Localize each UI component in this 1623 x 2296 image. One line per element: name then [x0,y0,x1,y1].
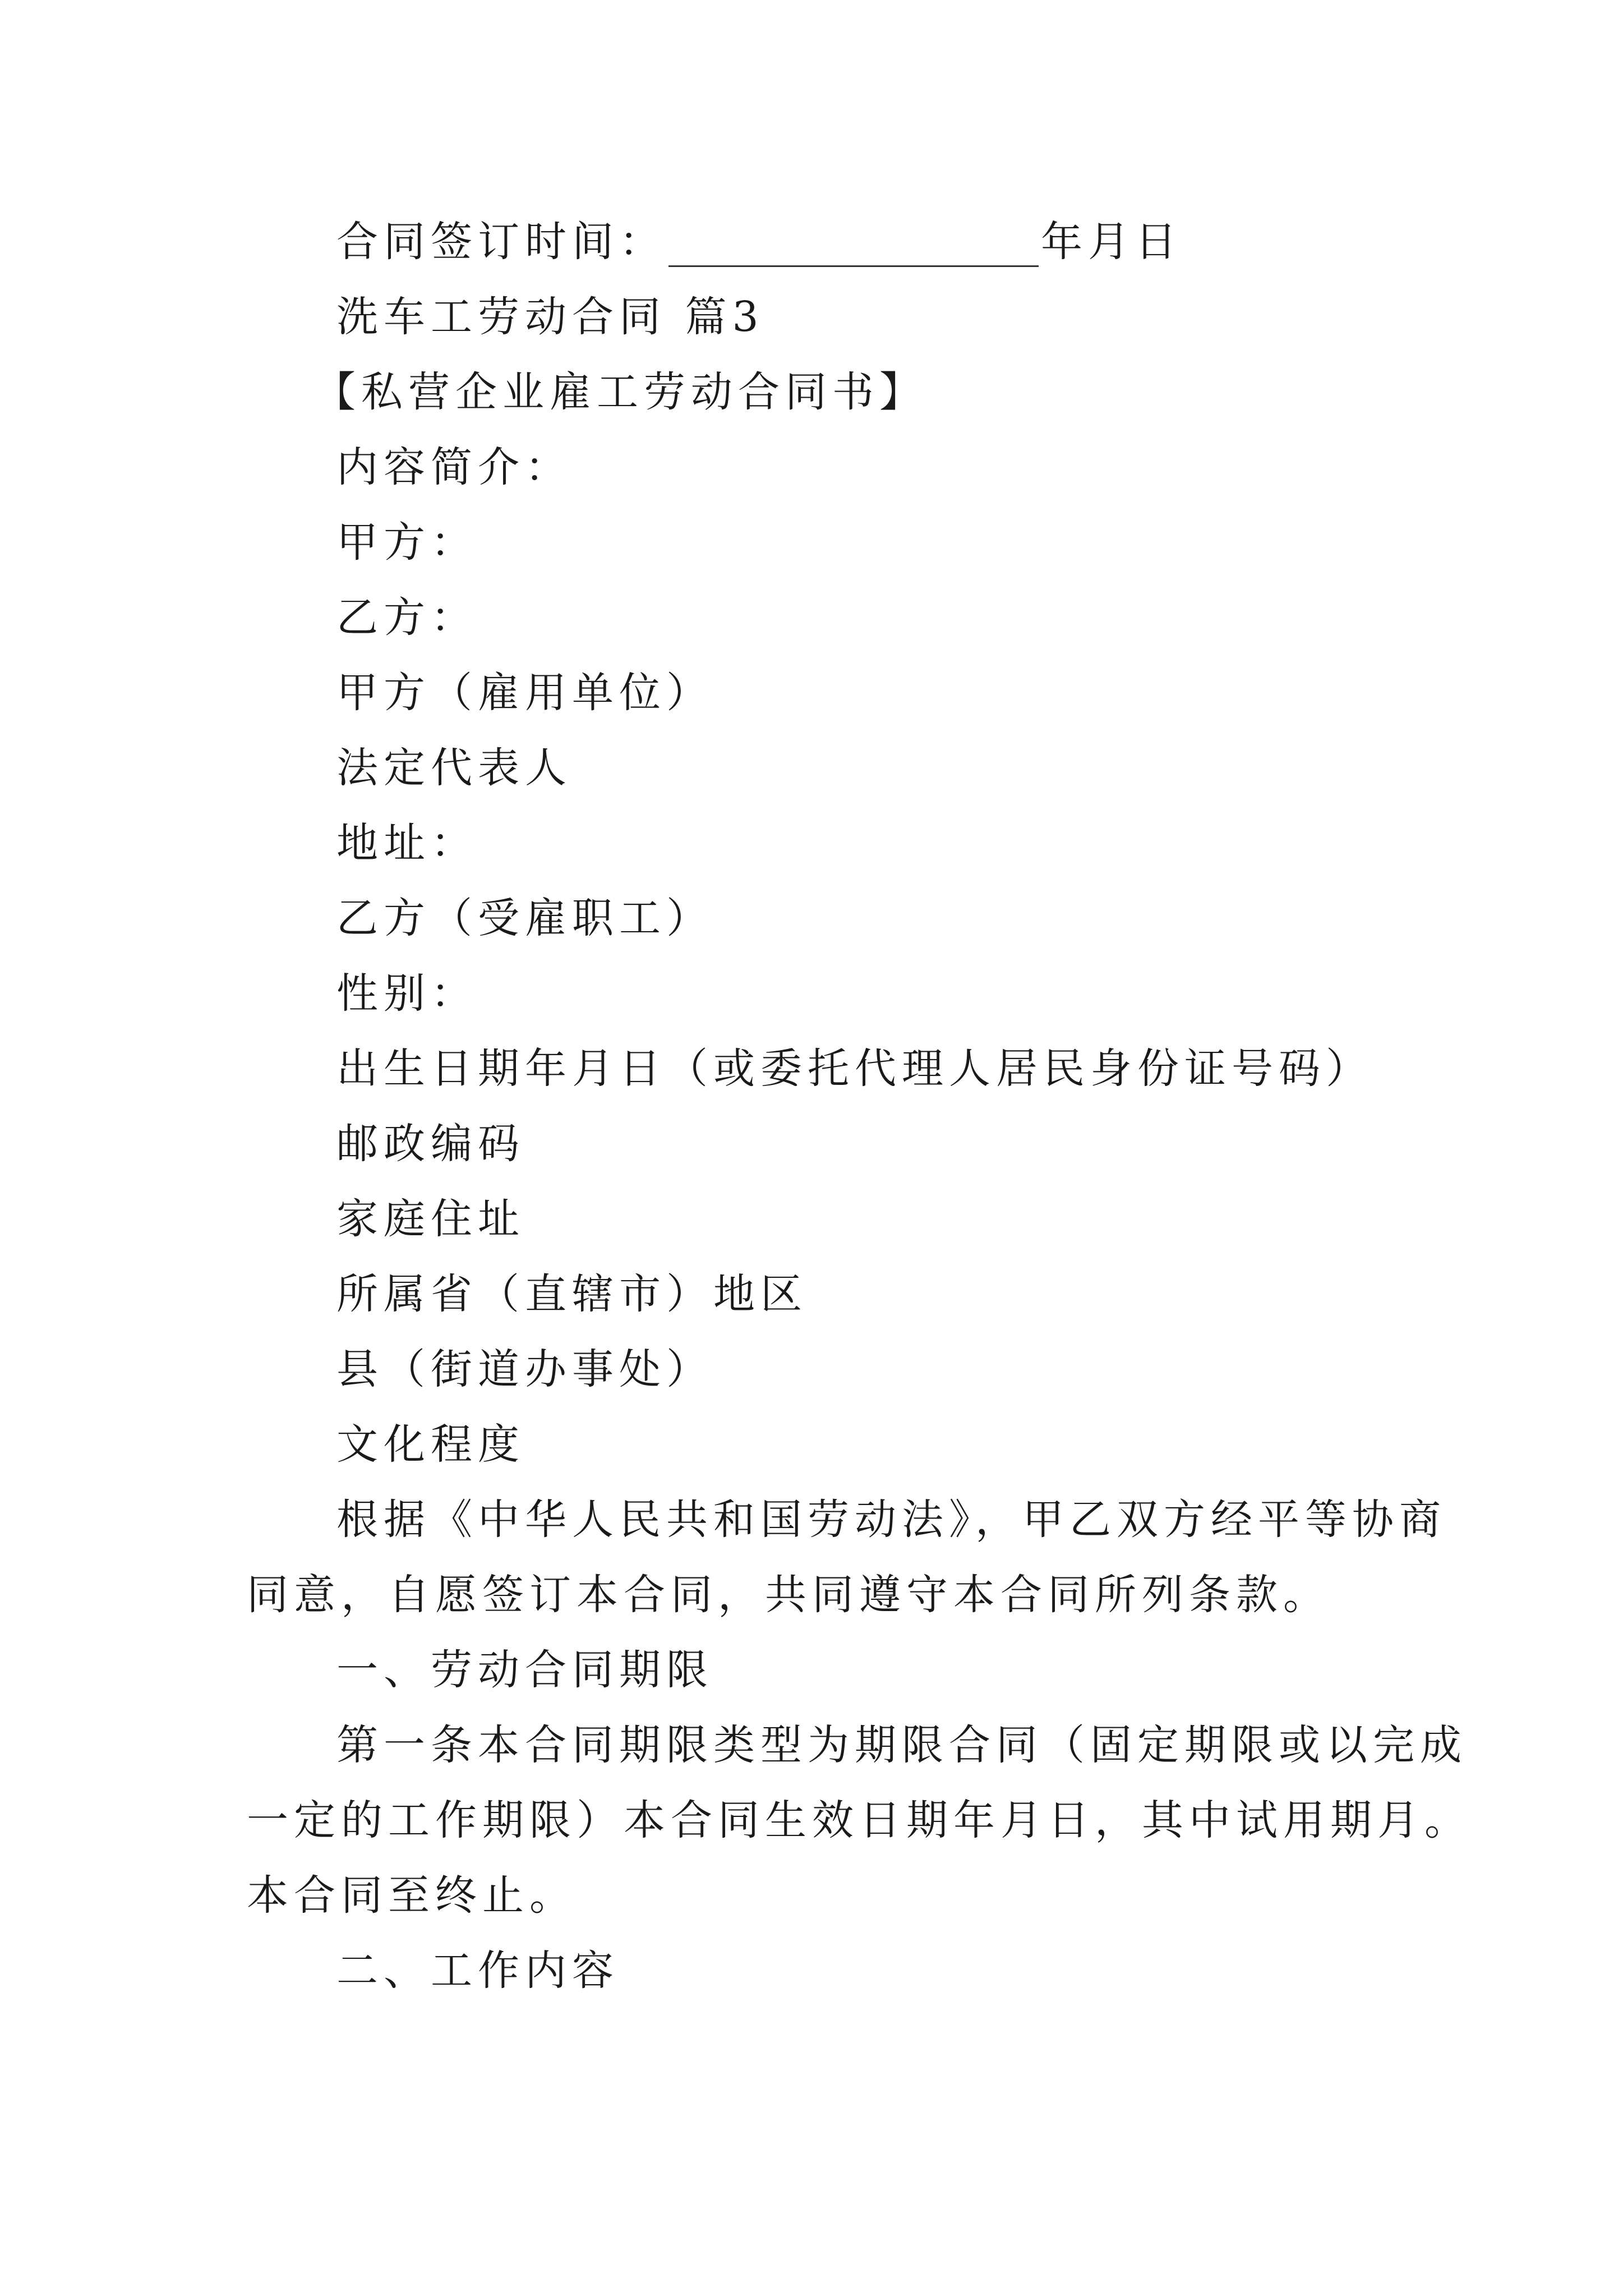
employer-line: 甲方（雇用单位） [336,669,713,717]
gender-line: 性别： [336,969,478,1018]
home-address-line: 家庭住址 [336,1195,525,1243]
paragraph-2-line-1: 第一条本合同期限类型为期限合同（固定期限或以完成 [336,1721,1467,1769]
heading-contract-term: 一、劳动合同期限 [336,1646,713,1694]
education-line: 文化程度 [336,1420,525,1469]
paragraph-1-line-1: 根据《中华人民共和国劳动法》，甲乙双方经平等协商 [336,1496,1446,1544]
section-title: 洗车工劳动合同 篇3 [336,293,764,341]
signing-time-blank [668,226,1039,267]
contract-title: 【私营企业雇工劳动合同书】 [314,368,926,416]
county-line: 县（街道办事处） [336,1345,713,1393]
signing-time-suffix: 年月日 [1041,218,1182,266]
postal-code-line: 邮政编码 [336,1120,525,1168]
party-b-line: 乙方： [336,593,478,642]
province-line: 所属省（直辖市）地区 [336,1270,808,1318]
heading-work-content: 二、工作内容 [336,1947,619,1995]
paragraph-2-line-3: 本合同至终止。 [247,1871,577,1920]
party-a-line: 甲方： [336,518,478,567]
address-line: 地址： [336,819,478,867]
employee-line: 乙方（受雇职工） [336,894,713,942]
birth-date-line: 出生日期年月日（或委托代理人居民身份证号码） [336,1045,1373,1093]
paragraph-2-line-2: 一定的工作期限）本合同生效日期年月日，其中试用期月。 [247,1796,1472,1844]
paragraph-1-line-2: 同意，自愿签订本合同，共同遵守本合同所列条款。 [247,1571,1330,1619]
signing-time-line [336,217,1182,267]
signing-time-label: 合同签订时间： [336,218,666,266]
legal-rep-line: 法定代表人 [336,744,572,792]
content-intro-line: 内容简介： [336,443,572,491]
